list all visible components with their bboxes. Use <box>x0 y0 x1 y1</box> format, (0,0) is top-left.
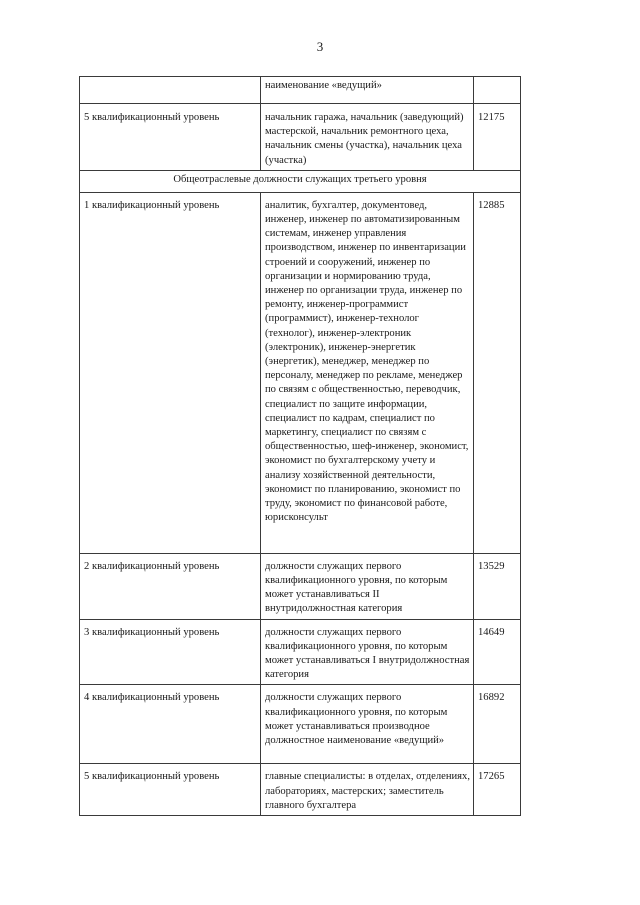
level-cell: 5 квалификационный уровень <box>80 764 261 816</box>
positions-cell: начальник гаража, начальник (заведующий) мастерской, начальник ремонтного цеха, начальник смены (участка), начальник цеха (участка) <box>261 104 474 171</box>
level-cell: 5 квалификационный уровень <box>80 104 261 171</box>
positions-cell: главные специалисты: в отделах, отделениях, лабораториях, мастерских; заместитель главного бухгалтера <box>261 764 474 816</box>
positions-cell: должности служащих первого квалификационного уровня, по которым может устанавливаться II внутридолжностная категория <box>261 553 474 619</box>
salary-cell: 16892 <box>474 685 521 764</box>
salary-cell: 17265 <box>474 764 521 816</box>
salary-table <box>79 76 521 816</box>
level-cell: 4 квалификационный уровень <box>80 685 261 764</box>
positions-cell: должности служащих первого квалификационного уровня, по которым может устанавливаться I внутридолжностная категория <box>261 619 474 685</box>
page-number: 3 <box>316 39 324 54</box>
section-header-row <box>80 170 521 192</box>
salary-cell: 14649 <box>474 619 521 685</box>
table-row <box>80 77 521 104</box>
table-row <box>80 192 521 553</box>
salary-cell <box>474 77 521 104</box>
table-row <box>80 104 521 171</box>
salary-cell: 12885 <box>474 192 521 553</box>
salary-cell: 13529 <box>474 553 521 619</box>
positions-cell: наименование «ведущий» <box>261 77 474 104</box>
positions-cell: должности служащих первого квалификационного уровня, по которым может устанавливаться производное должностное наименование «ведущий» <box>261 685 474 764</box>
positions-cell: аналитик, бухгалтер, документовед, инженер, инженер по автоматизированным системам, инженер управления производством, инженер по инвентаризации строений и сооружений, инженер по организации и нормированию труда, инженер по организации труда, инженер по ремонту, инженер-программист (программист), инженер-технолог (технолог), инженер-электроник (электроник), инженер-энергетик (энергетик), менеджер, менеджер по персоналу, менеджер по рекламе, менеджер по связям с общественностью, переводчик, специалист по защите информации, специалист по кадрам, специалист по маркетингу, специалист по связям с общественностью, шеф-инженер, экономист, экономист по бухгалтерскому учету и анализу хозяйственной деятельности, экономист по планированию, экономист по труду, экономист по финансовой работе, юрисконсульт <box>261 192 474 553</box>
level-cell: 1 квалификационный уровень <box>80 192 261 553</box>
level-cell: 2 квалификационный уровень <box>80 553 261 619</box>
table-row <box>80 619 521 685</box>
level-cell: 3 квалификационный уровень <box>80 619 261 685</box>
level-cell <box>80 77 261 104</box>
table-row <box>80 685 521 764</box>
table-row <box>80 764 521 816</box>
table-row <box>80 553 521 619</box>
section-title: Общеотраслевые должности служащих третьего уровня <box>80 170 521 192</box>
salary-cell: 12175 <box>474 104 521 171</box>
